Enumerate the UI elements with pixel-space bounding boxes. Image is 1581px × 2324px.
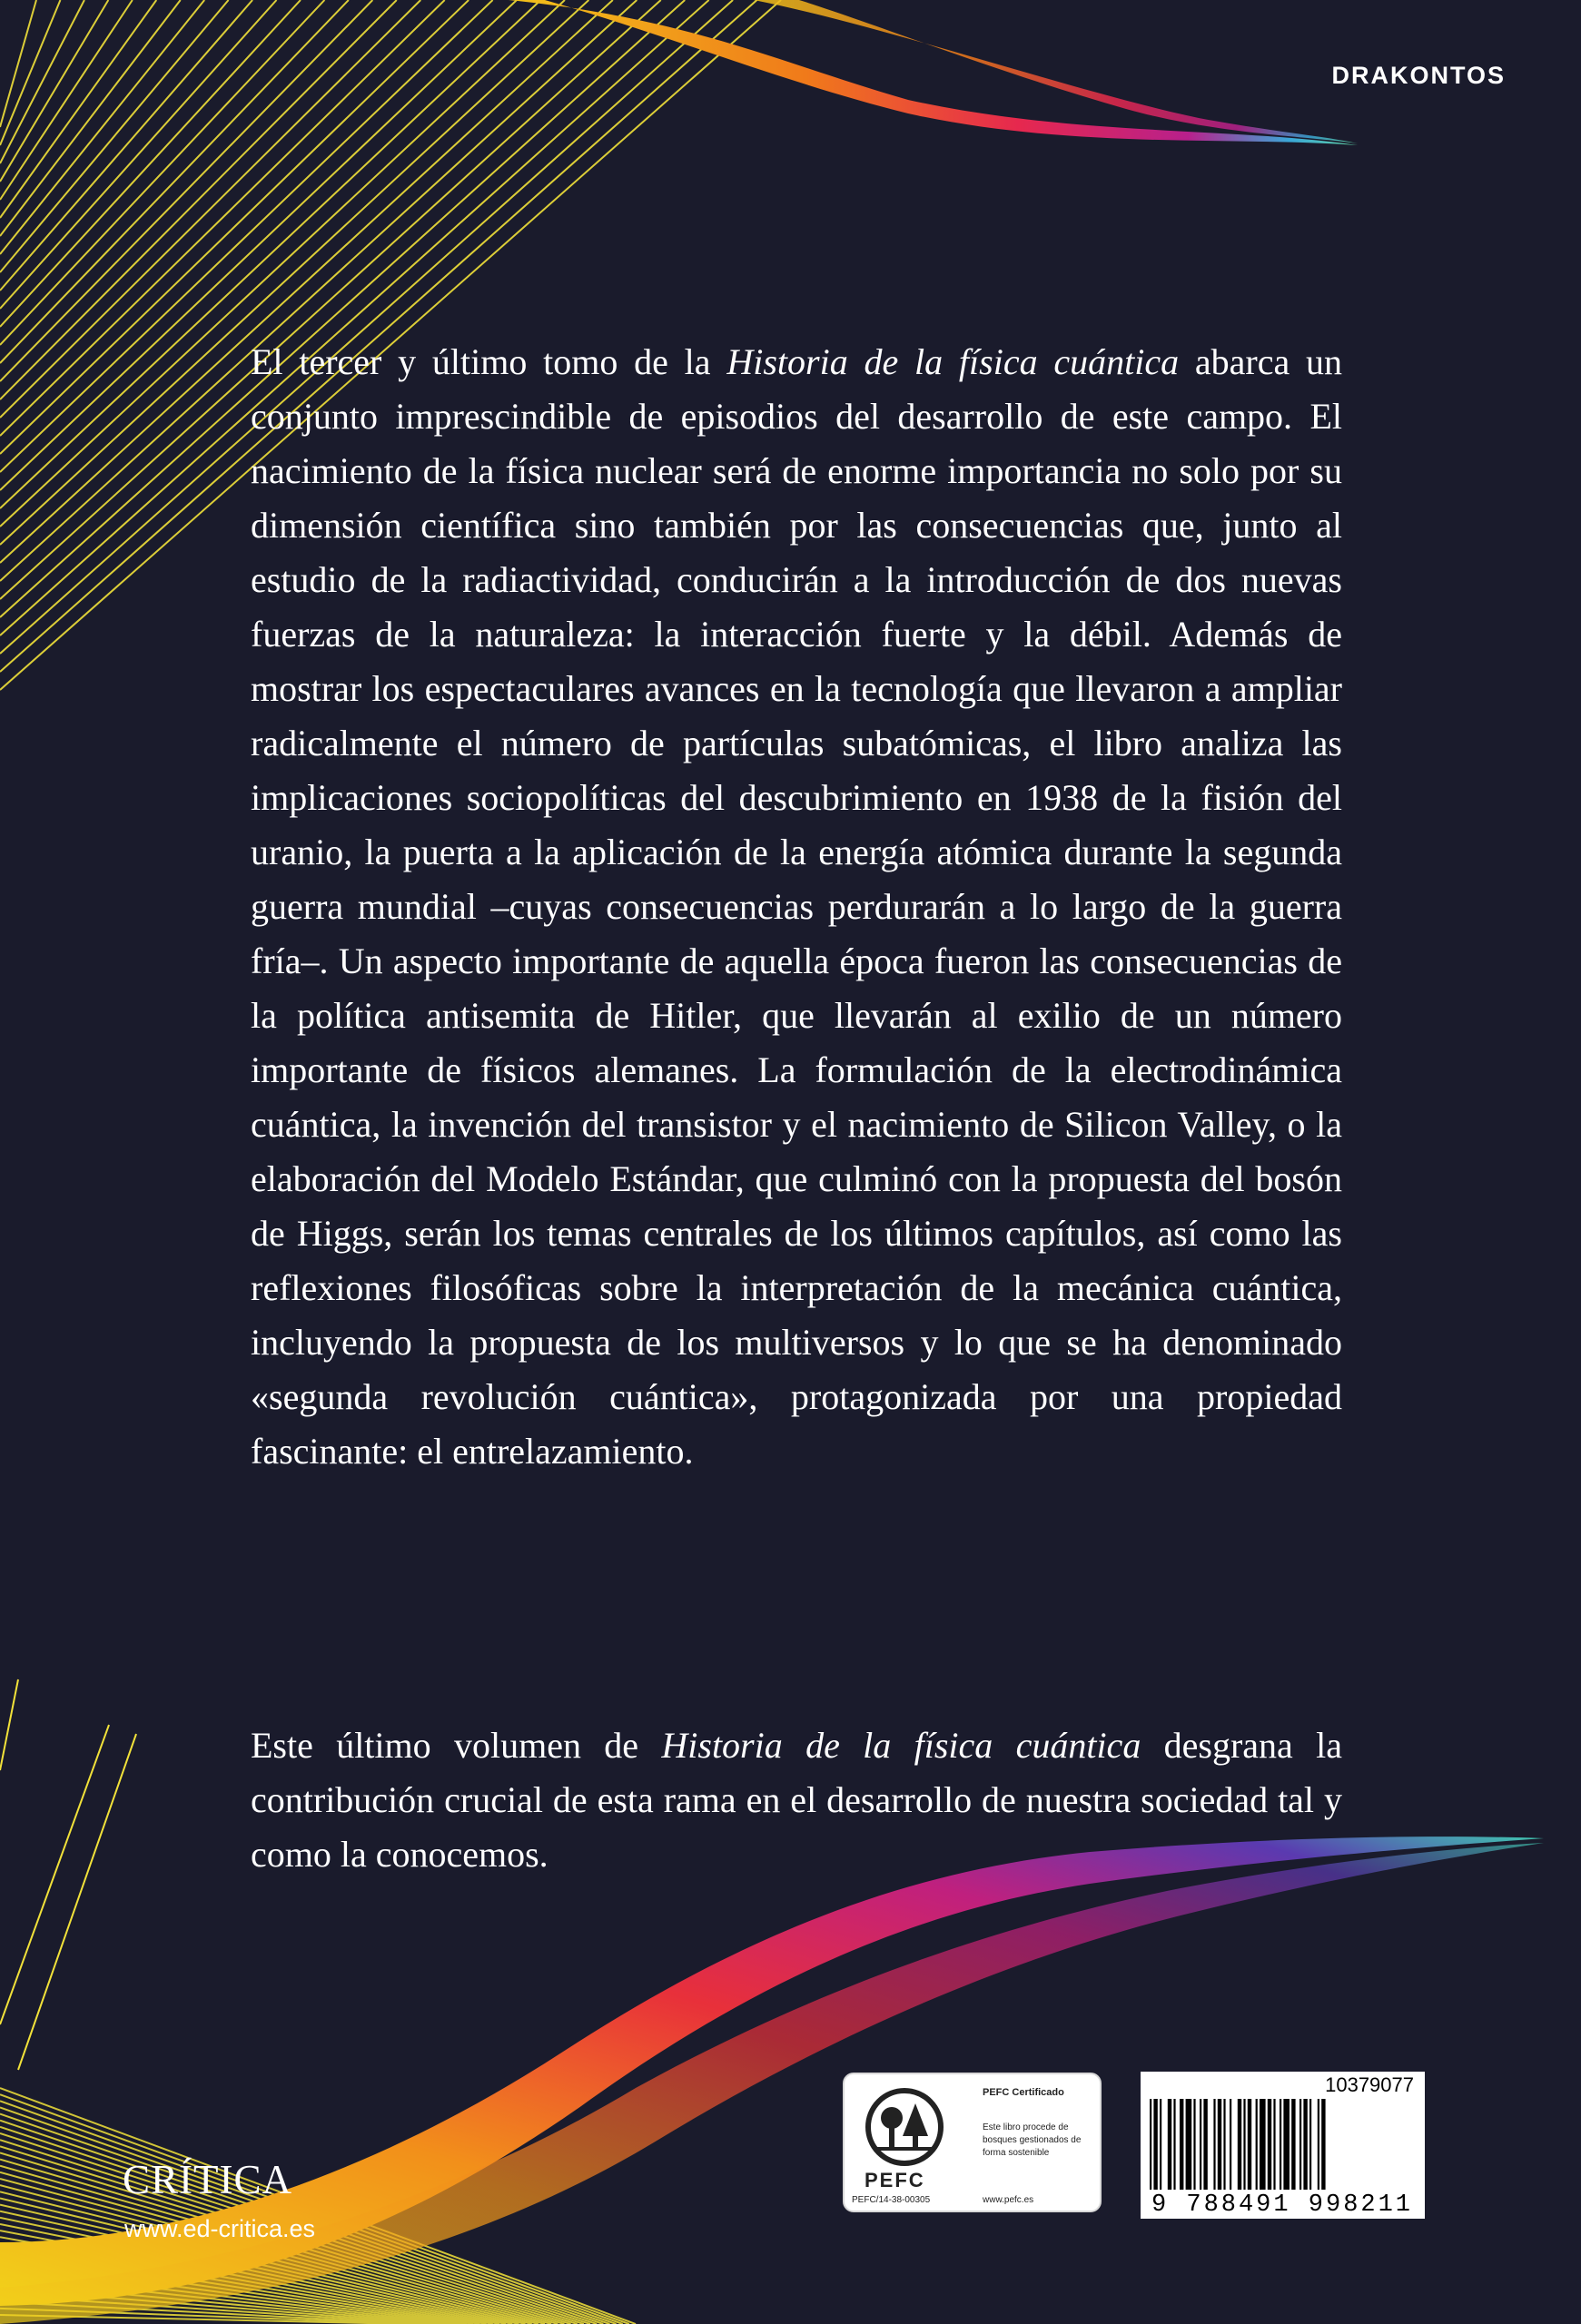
paragraph-text: Este último volumen de	[251, 1725, 662, 1766]
barcode-bar	[1180, 2099, 1183, 2190]
pefc-title: PEFC Certificado	[983, 2087, 1064, 2098]
barcode-bars	[1150, 2099, 1416, 2190]
barcode-bar	[1218, 2099, 1221, 2190]
barcode-bar	[1213, 2099, 1215, 2190]
barcode-bar	[1291, 2099, 1295, 2190]
barcode-bar	[1203, 2099, 1207, 2190]
barcode-bar	[1248, 2099, 1251, 2190]
barcode-bar	[1280, 2099, 1281, 2190]
paragraph-text: desgrana la contribución crucial de esta rama en el desarrollo de nuestra sociedad tal y como la conocemos.	[251, 1725, 1343, 1875]
publisher-logo: CRÍTICA	[123, 2157, 292, 2202]
barcode-bar	[1321, 2099, 1325, 2190]
book-title: Historia de la física cuántica	[661, 1725, 1141, 1766]
decorative-line	[0, 0, 229, 272]
paragraph-text: El tercer y último tomo de la	[251, 341, 727, 382]
barcode-bar	[1238, 2099, 1241, 2190]
decorative-line	[0, 0, 133, 200]
barcode-bar	[1186, 2099, 1192, 2190]
pefc-description: Este libro procede de bosques gestionados de forma sostenible	[983, 2122, 1082, 2158]
barcode-bar	[1256, 2099, 1258, 2190]
barcode-bar	[1303, 2099, 1307, 2190]
barcode-bar	[1243, 2099, 1245, 2190]
barcode-bar	[1193, 2099, 1195, 2190]
barcode-bar	[1153, 2099, 1157, 2190]
series-name: DRAKONTOS	[1331, 62, 1506, 89]
decorative-line	[0, 0, 349, 363]
barcode-bar	[1200, 2099, 1201, 2190]
barcode-bar	[1168, 2099, 1171, 2190]
pefc-code: PEFC/14-38-00305	[852, 2195, 931, 2205]
description-paragraph-2	[251, 1718, 1342, 1882]
barcode-bar	[1318, 2099, 1319, 2190]
isbn-barcode	[1141, 2072, 1425, 2219]
barcode-bar	[1260, 2099, 1266, 2190]
barcode-digits: 9 788491 998211	[1151, 2191, 1414, 2219]
barcode-bar	[1160, 2099, 1161, 2190]
barcode-bar	[1309, 2099, 1311, 2190]
pefc-website: www.pefc.es	[983, 2195, 1034, 2205]
barcode-bar	[1268, 2099, 1271, 2190]
pefc-logo-word: PEFC	[865, 2169, 925, 2191]
pefc-certification-label	[843, 2073, 1102, 2212]
description-paragraph-1	[251, 335, 1342, 1479]
barcode-internal-code: 10379077	[1325, 2073, 1414, 2096]
barcode-bar	[1230, 2099, 1231, 2190]
barcode-bar	[1173, 2099, 1175, 2190]
paragraph-text: abarca un conjunto imprescindible de episodios del desarrollo de este campo. El nacimiento de la física nuclear será de enorme importancia no solo por su dimensión científica sino también por las consecuencias que, junto al estudio de la radiactividad, conducirán a la introducción de dos nuevas fuerzas de la naturaleza: la interacción fuerte y la débil. Además de mostrar los espectaculares avances en la tecnología que llevaron a ampliar radicalmente el número de partículas subatómicas, el libro analiza las implicaciones sociopolíticas del descubrimiento en 1938 de la fisión del uranio, la puerta a la aplicación de la energía atómica durante la segunda guerra mundial –cuyas consecuencias perdurarán a lo largo de la guerra fría–. Un aspecto importante de aquella época fueron las consecuencias de la política antisemita de Hitler, que llevarán al exilio de un número importante de físicos alemanes. La formulación de la electrodinámica cuántica, la invención del transistor y el nacimiento de Silicon Valley, o la elaboración del Modelo Estándar, que culminó con la propuesta del bosón de Higgs, serán los temas centrales de los últimos capítulos, así como las reflexiones filosóficas sobre la interpretación de la mecánica cuántica, incluyendo la propuesta de los multiversos y lo que se ha denominado «segunda revolución cuántica», protagonizada por una propiedad fascinante: el entrelazamiento.	[251, 341, 1342, 1472]
barcode-bar	[1273, 2099, 1275, 2190]
decorative-line	[0, 0, 156, 218]
barcode-bar	[1299, 2099, 1301, 2190]
publisher-website: www.ed-critica.es	[124, 2215, 316, 2242]
decorative-line	[0, 0, 36, 127]
book-title: Historia de la física cuántica	[726, 341, 1180, 382]
pefc-trees-icon	[861, 2087, 948, 2167]
barcode-bar	[1223, 2099, 1225, 2190]
barcode-bar	[1283, 2099, 1290, 2190]
barcode-bar	[1150, 2099, 1151, 2190]
